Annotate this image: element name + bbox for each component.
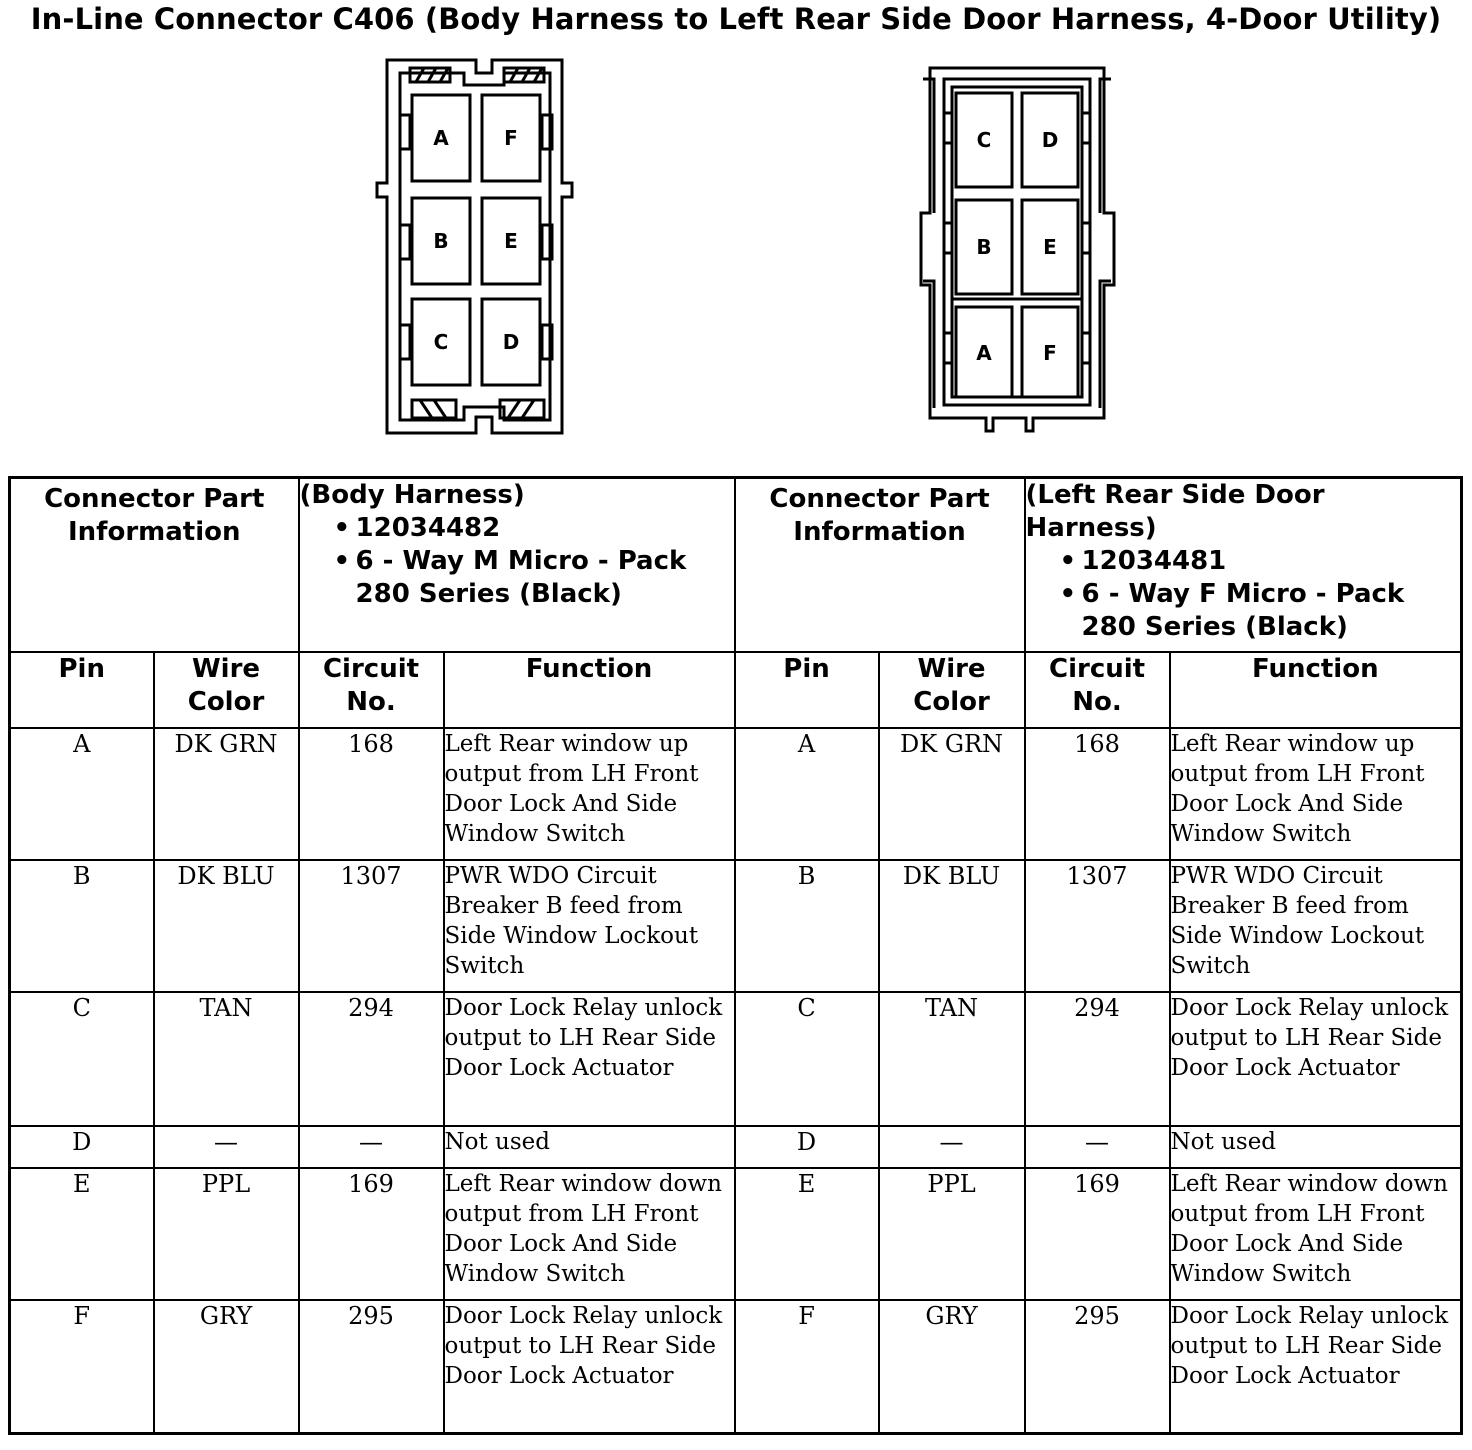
col-header-function-left: Function <box>444 652 735 728</box>
part-number-right: • 12034481 <box>1060 545 1461 578</box>
col-header-wire-color-right: Wire Color <box>879 652 1025 728</box>
wire-color-cell: DK BLU <box>154 860 299 992</box>
wire-color-cell: DK GRN <box>154 728 299 860</box>
pin-label-b: B <box>433 229 449 253</box>
circuit-cell: — <box>299 1126 444 1168</box>
pin-label-a: A <box>433 126 449 150</box>
function-cell: PWR WDO Circuit Breaker B feed from Side Window Lockout Switch <box>1170 860 1462 992</box>
function-cell: Not used <box>444 1126 735 1168</box>
part-info-label-right: Connector Part Information <box>735 478 1025 652</box>
circuit-cell: 1307 <box>299 860 444 992</box>
column-header-row <box>10 652 1462 728</box>
circuit-cell: 169 <box>299 1168 444 1300</box>
circuit-cell: 295 <box>1025 1300 1170 1434</box>
pin-cell: D <box>735 1126 879 1168</box>
col-header-circuit-left: Circuit No. <box>299 652 444 728</box>
part-info-row <box>10 478 1462 652</box>
circuit-cell: 169 <box>1025 1168 1170 1300</box>
wire-color-cell: GRY <box>879 1300 1025 1434</box>
pin-label-c: C <box>433 330 449 354</box>
pin-cell: F <box>735 1300 879 1434</box>
function-cell: Door Lock Relay unlock output to LH Rear Side Door Lock Actuator <box>444 1300 735 1434</box>
harness-name-left: (Body Harness) <box>299 480 525 510</box>
function-cell: PWR WDO Circuit Breaker B feed from Side Window Lockout Switch <box>444 860 735 992</box>
wire-color-cell: DK BLU <box>879 860 1025 992</box>
harness-name-right: (Left Rear Side Door Harness) <box>1025 480 1325 543</box>
function-cell: Left Rear window up output from LH Front Door Lock And Side Window Switch <box>444 728 735 860</box>
function-cell: Door Lock Relay unlock output to LH Rear Side Door Lock Actuator <box>1170 992 1462 1126</box>
wire-color-cell: — <box>879 1126 1025 1168</box>
connector-description-left: • 6 - Way M Micro - Pack 280 Series (Black) <box>334 545 734 611</box>
table-row <box>10 1168 1462 1300</box>
connector-left-drawing <box>372 55 580 440</box>
pin-label-d: D <box>502 330 520 354</box>
table-row <box>10 1126 1462 1168</box>
pin-cell: C <box>735 992 879 1126</box>
function-cell: Left Rear window down output from LH Front Door Lock And Side Window Switch <box>444 1168 735 1300</box>
pin-label-f: F <box>1043 341 1057 365</box>
wire-color-cell: TAN <box>154 992 299 1126</box>
circuit-cell: — <box>1025 1126 1170 1168</box>
part-info-label-left: Connector Part Information <box>10 478 299 652</box>
connector-right-drawing <box>918 63 1116 437</box>
circuit-cell: 168 <box>299 728 444 860</box>
part-number-left: • 12034482 <box>334 512 734 545</box>
wire-color-cell: — <box>154 1126 299 1168</box>
col-header-circuit-right: Circuit No. <box>1025 652 1170 728</box>
wire-color-cell: GRY <box>154 1300 299 1434</box>
pin-label-d: D <box>1041 128 1059 152</box>
function-cell: Left Rear window down output from LH Front Door Lock And Side Window Switch <box>1170 1168 1462 1300</box>
pin-label-e: E <box>1043 235 1057 259</box>
pin-label-c: C <box>976 128 992 152</box>
table-row <box>10 860 1462 992</box>
circuit-cell: 294 <box>1025 992 1170 1126</box>
wire-color-cell: PPL <box>879 1168 1025 1300</box>
circuit-cell: 1307 <box>1025 860 1170 992</box>
table-row <box>10 1300 1462 1434</box>
pin-label-a: A <box>976 341 992 365</box>
wire-color-cell: PPL <box>154 1168 299 1300</box>
function-cell: Door Lock Relay unlock output to LH Rear Side Door Lock Actuator <box>444 992 735 1126</box>
pin-cell: B <box>735 860 879 992</box>
table-row <box>10 992 1462 1126</box>
wire-color-cell: TAN <box>879 992 1025 1126</box>
pin-label-e: E <box>504 229 518 253</box>
diagram-title: In-Line Connector C406 (Body Harness to Left Rear Side Door Harness, 4-Door Utility) <box>30 2 1442 36</box>
pin-cell: D <box>10 1126 154 1168</box>
col-header-pin-left: Pin <box>10 652 154 728</box>
connector-description-right: • 6 - Way F Micro - Pack 280 Series (Black) <box>1060 578 1461 644</box>
pinout-table <box>8 476 1463 1435</box>
col-header-wire-color-left: Wire Color <box>154 652 299 728</box>
function-cell: Left Rear window up output from LH Front Door Lock And Side Window Switch <box>1170 728 1462 860</box>
pin-label-f: F <box>504 126 518 150</box>
part-info-right <box>1025 478 1462 652</box>
col-header-function-right: Function <box>1170 652 1462 728</box>
circuit-cell: 168 <box>1025 728 1170 860</box>
part-info-left <box>299 478 735 652</box>
pin-cell: F <box>10 1300 154 1434</box>
pin-cell: B <box>10 860 154 992</box>
function-cell: Door Lock Relay unlock output to LH Rear Side Door Lock Actuator <box>1170 1300 1462 1434</box>
table-row <box>10 728 1462 860</box>
circuit-cell: 294 <box>299 992 444 1126</box>
col-header-pin-right: Pin <box>735 652 879 728</box>
wire-color-cell: DK GRN <box>879 728 1025 860</box>
pin-cell: E <box>10 1168 154 1300</box>
pin-cell: A <box>735 728 879 860</box>
function-cell: Not used <box>1170 1126 1462 1168</box>
pin-cell: E <box>735 1168 879 1300</box>
circuit-cell: 295 <box>299 1300 444 1434</box>
pin-cell: A <box>10 728 154 860</box>
pin-label-b: B <box>976 235 992 259</box>
pin-cell: C <box>10 992 154 1126</box>
